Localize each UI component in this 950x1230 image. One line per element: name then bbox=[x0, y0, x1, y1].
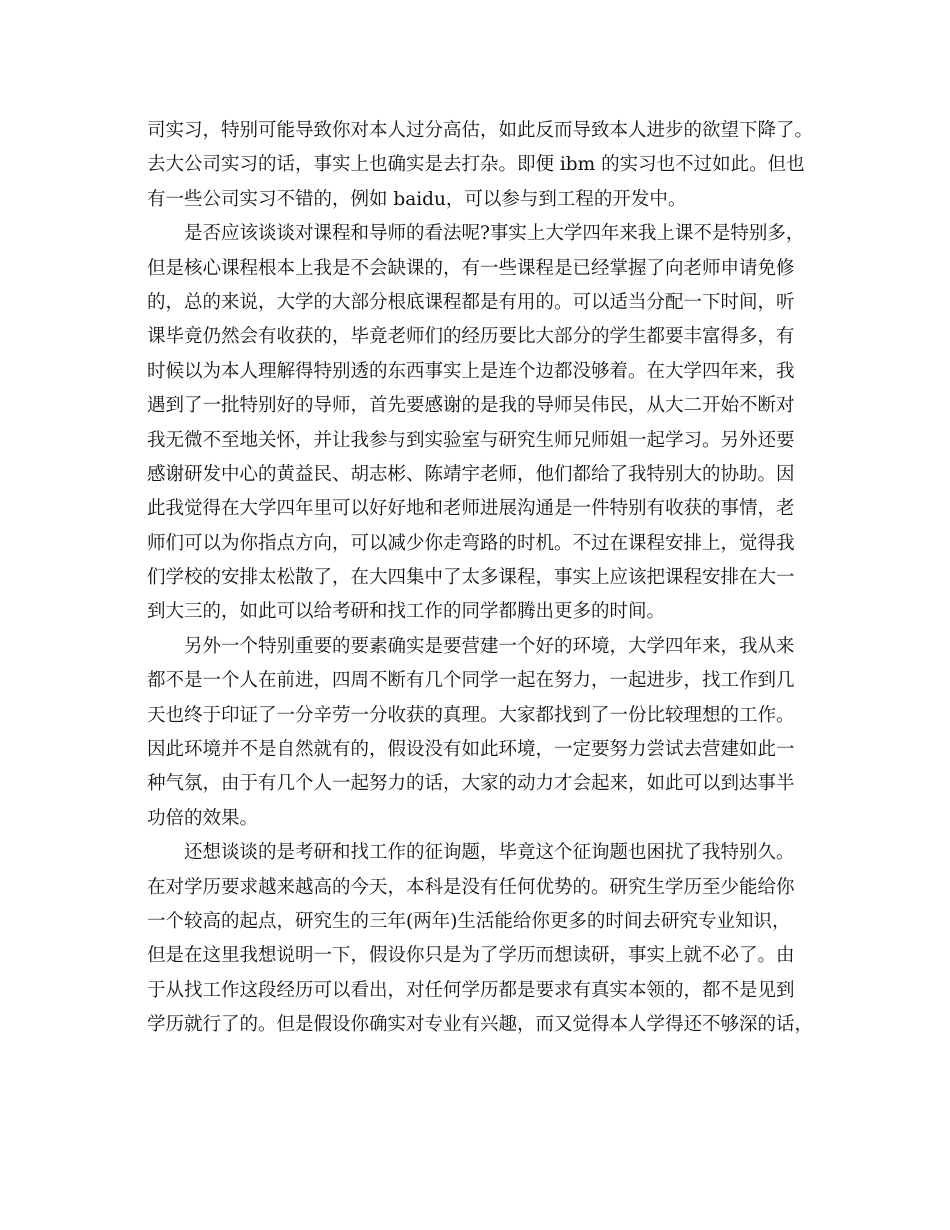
text-line: 种气氛，由于有几个人一起努力的话，大家的动力才会起来，如此可以到达事半 bbox=[147, 773, 795, 795]
text-line: 因此环境并不是自然就有的，假设没有如此环境，一定要努力尝试去营建如此一 bbox=[147, 739, 795, 761]
text-line: 司实习，特别可能导致你对本人过分高估，如此反而导致本人进步的欲望下降了。 bbox=[147, 120, 814, 141]
text-line: 一个较高的起点，研究生的三年(两年)生活能给你更多的时间去研究专业知识， bbox=[147, 910, 791, 932]
text-line: 到大三的，如此可以给考研和找工作的同学都腾出更多的时间。 bbox=[147, 601, 666, 623]
paragraph-start-line: 是否应该谈谈对课程和导师的看法呢?事实上大学四年来我上课不是特别多， bbox=[184, 223, 805, 245]
text-line: 都不是一个人在前进，四周不断有几个同学一起在努力，一起进步，找工作到几 bbox=[147, 670, 795, 692]
text-line: 于从找工作这段经历可以看出，对任何学历都是要求有真实本领的，都不是见到 bbox=[147, 979, 795, 1001]
text-line: 功倍的效果。 bbox=[147, 807, 259, 829]
text-line: 但是核心课程根本上我是不会缺课的，有一些课程是已经掌握了向老师申请免修 bbox=[147, 257, 795, 279]
text-line: 的，总的来说，大学的大部分根底课程都是有用的。可以适当分配一下时间，听 bbox=[147, 291, 795, 313]
text-line: 师们可以为你指点方向，可以减少你走弯路的时机。不过在课程安排上，觉得我 bbox=[147, 532, 795, 554]
text-line: 学历就行了的。但是假设你确实对专业有兴趣，而又觉得本人学得还不够深的话， bbox=[147, 1014, 814, 1036]
body-text bbox=[147, 114, 827, 1043]
text-line: 但是在这里我想说明一下，假设你只是为了学历而想读研，事实上就不必了。由 bbox=[147, 945, 795, 967]
text-line: 课毕竟仍然会有收获的，毕竟老师们的经历要比大部分的学生都要丰富得多，有 bbox=[147, 326, 795, 348]
paragraph-start-line: 还想谈谈的是考研和找工作的征询题，毕竟这个征询题也困扰了我特别久。 bbox=[184, 842, 795, 864]
text-line: 遇到了一批特别好的导师，首先要感谢的是我的导师吴伟民，从大二开始不断对 bbox=[147, 395, 795, 417]
text-line: 此我觉得在大学四年里可以好好地和老师进展沟通是一件特别有收获的事情，老 bbox=[147, 498, 795, 520]
text-line: 去大公司实习的话，事实上也确实是去打杂。即便 ibm 的实习也不过如此。但也 bbox=[147, 154, 805, 176]
text-line: 在对学历要求越来越高的今天，本科是没有任何优势的。研究生学历至少能给你 bbox=[147, 876, 795, 898]
text-line: 时候以为本人理解得特别透的东西事实上是连个边都没够着。在大学四年来，我 bbox=[147, 360, 795, 382]
text-line: 天也终于印证了一分辛劳一分收获的真理。大家都找到了一份比较理想的工作。 bbox=[147, 704, 795, 726]
text-line: 感谢研发中心的黄益民、胡志彬、陈靖宇老师，他们都给了我特别大的协助。因 bbox=[147, 463, 795, 485]
text-line: 我无微不至地关怀，并让我参与到实验室与研究生师兄师姐一起学习。另外还要 bbox=[147, 429, 795, 451]
text-line: 们学校的安排太松散了，在大四集中了太多课程，事实上应该把课程安排在大一 bbox=[147, 567, 795, 589]
paragraph-start-line: 另外一个特别重要的要素确实是要营建一个好的环境，大学四年来，我从来 bbox=[184, 635, 795, 657]
text-line: 有一些公司实习不错的，例如 baidu，可以参与到工程的开发中。 bbox=[147, 188, 687, 210]
